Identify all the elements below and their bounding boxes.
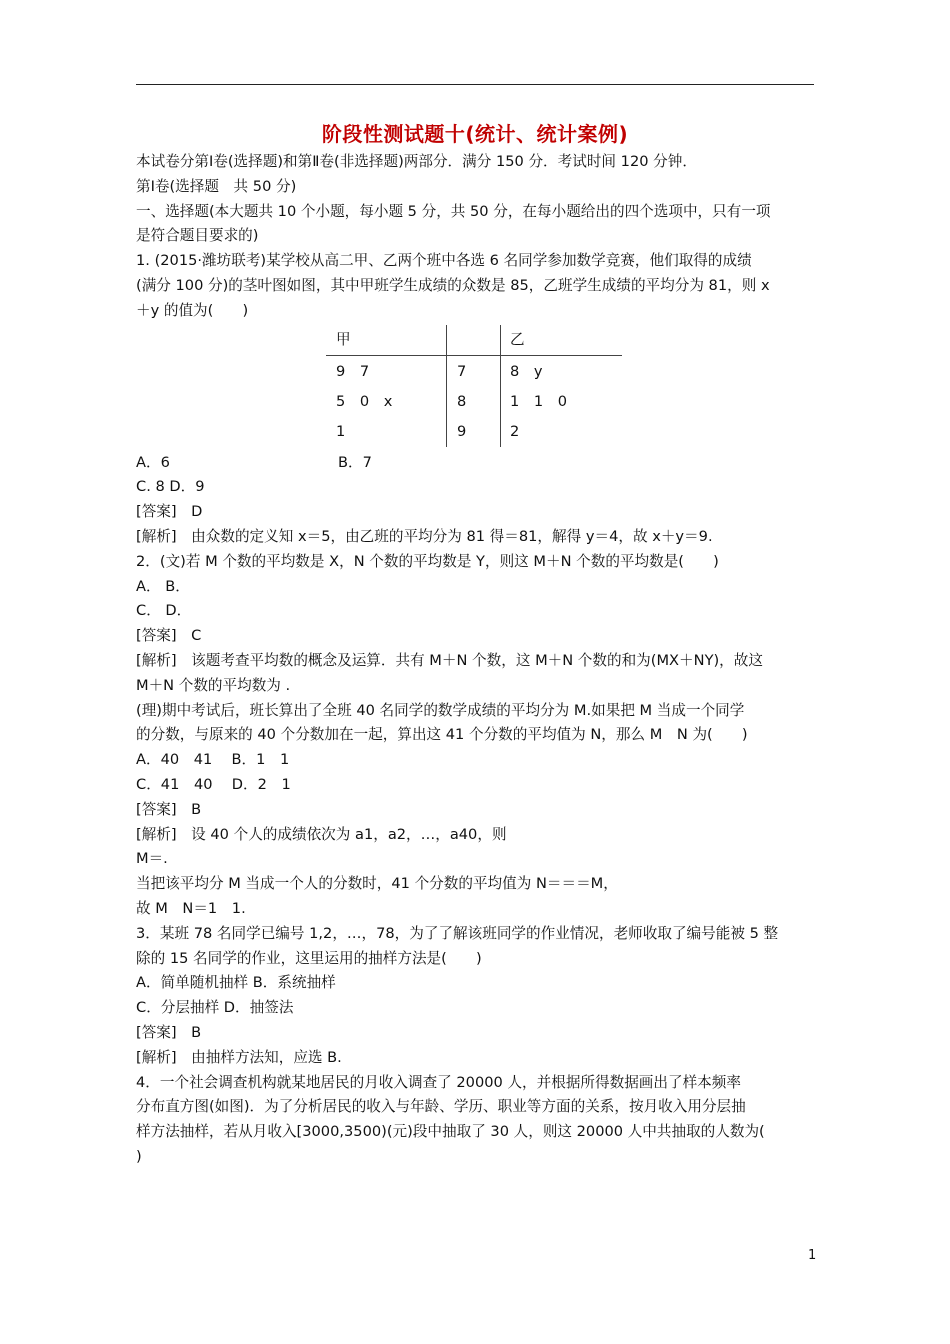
page-title: 阶段性测试题十(统计、统计案例) (321, 122, 629, 146)
q1-option-a: A．6 (136, 453, 170, 471)
text-line: (理)期中考试后，班长算出了全班 40 名同学的数学成绩的平均分为 M.如果把 M 当成一个同学 (136, 701, 745, 719)
text-line: 的分数，与原来的 40 个分数加在一起，算出这 41 个分数的平均值为 N，那么 M N 为( ) (136, 726, 748, 744)
text-line: 4．一个社会调查机构就某地居民的月收入调查了 20000 人，并根据所得数据画出了样本频率 (136, 1073, 741, 1091)
text-line: M＝. (136, 850, 168, 868)
text-line: 故 M N＝1 1. (136, 899, 246, 917)
q1-options-ab (136, 451, 816, 476)
q1-option-b: B．7 (338, 453, 372, 471)
stem-leaf-divider-left (446, 325, 447, 447)
text-line: [答案] C (136, 627, 202, 645)
stem-leaf-stem: 9 (457, 422, 467, 440)
text-line: [答案] B (136, 1023, 202, 1041)
text-line: [解析] 该题考查平均数的概念及运算．共有 M＋N 个数，这 M＋N 个数的和为(MX＋NY)，故这 (136, 651, 763, 669)
text-line: 本试卷分第Ⅰ卷(选择题)和第Ⅱ卷(非选择题)两部分．满分 150 分．考试时间 120 分钟． (136, 153, 697, 170)
stem-leaf-plot (136, 325, 816, 451)
stem-leaf-header-yi: 乙 (510, 330, 525, 348)
text-line: 一、选择题(本大题共 10 个小题，每小题 5 分，共 50 分，在每小题给出的四个选项中，只有一项 (136, 202, 771, 220)
stem-leaf-right-leaves: 8 y (510, 362, 543, 380)
text-line: [解析] 由抽样方法知，应选 B. (136, 1048, 342, 1066)
text-line: 2．(文)若 M 个数的平均数是 X，N 个数的平均数是 Y，则这 M＋N 个数的平均数是( ) (136, 552, 719, 570)
stem-leaf-right-leaves: 2 (510, 422, 520, 440)
stem-leaf-left-leaves: 1 (336, 422, 346, 440)
stem-leaf-divider-right (500, 325, 501, 447)
text-line: ) (136, 1147, 142, 1165)
document-body (136, 150, 816, 1170)
text-line: C. 8 D．9 (136, 478, 205, 496)
text-line: C．分层抽样 D．抽签法 (136, 999, 294, 1017)
stem-leaf-header-line (326, 355, 622, 356)
text-line: C． D． (136, 602, 192, 620)
text-line: 1. (2015·潍坊联考)某学校从高二甲、乙两个班中各选 6 名同学参加数学竞赛，他们取得的成绩 (136, 252, 752, 270)
text-line: [答案] D (136, 503, 203, 521)
text-line: 样方法抽样，若从月收入[3000,3500)(元)段中抽取了 30 人，则这 20000 人中共抽取的人数为( (136, 1123, 765, 1141)
text-line: [答案] B (136, 800, 202, 818)
text-line: M＋N 个数的平均数为 . (136, 676, 291, 694)
text-line: 第Ⅰ卷(选择题 共 50 分) (136, 177, 297, 195)
text-line: [解析] 设 40 个人的成绩依次为 a1，a2，…，a40，则 (136, 825, 507, 843)
text-line: 是符合题目要求的) (136, 227, 259, 245)
text-line: C．41 40 D．2 1 (136, 775, 291, 793)
text-line: 当把该平均分 M 当成一个人的分数时，41 个分数的平均值为 N＝＝＝M， (136, 875, 618, 893)
stem-leaf-right-leaves: 1 1 0 (510, 392, 568, 410)
text-line: 3．某班 78 名同学已编号 1,2，…，78，为了了解该班同学的作业情况，老师收取了编号能被 5 整 (136, 924, 779, 942)
stem-leaf-left-leaves: 5 0 x (336, 392, 393, 410)
stem-leaf-left-leaves: 9 7 (336, 362, 370, 380)
stem-leaf-stem: 7 (457, 362, 467, 380)
text-line: 分布直方图(如图)．为了分析居民的收入与年龄、学历、职业等方面的关系，按月收入用分层抽 (136, 1098, 746, 1116)
text-line: A． B． (136, 577, 190, 595)
text-line: A．40 41 B．1 1 (136, 751, 290, 769)
text-line: A．简单随机抽样 B．系统抽样 (136, 974, 336, 992)
text-line: [解析] 由众数的定义知 x＝5，由乙班的平均分为 81 得＝81，解得 y＝4，故 x＋y＝9. (136, 527, 713, 545)
stem-leaf-stem: 8 (457, 392, 467, 410)
text-line: ＋y 的值为( ) (136, 301, 249, 319)
page-number: 1 (808, 1248, 817, 1263)
text-line: 除的 15 名同学的作业，这里运用的抽样方法是( ) (136, 949, 482, 967)
stem-leaf-header-jia: 甲 (336, 330, 351, 348)
text-line: (满分 100 分)的茎叶图如图，其中甲班学生成绩的众数是 85，乙班学生成绩的平均分为 81，则 x (136, 276, 770, 294)
header-rule (136, 84, 814, 85)
